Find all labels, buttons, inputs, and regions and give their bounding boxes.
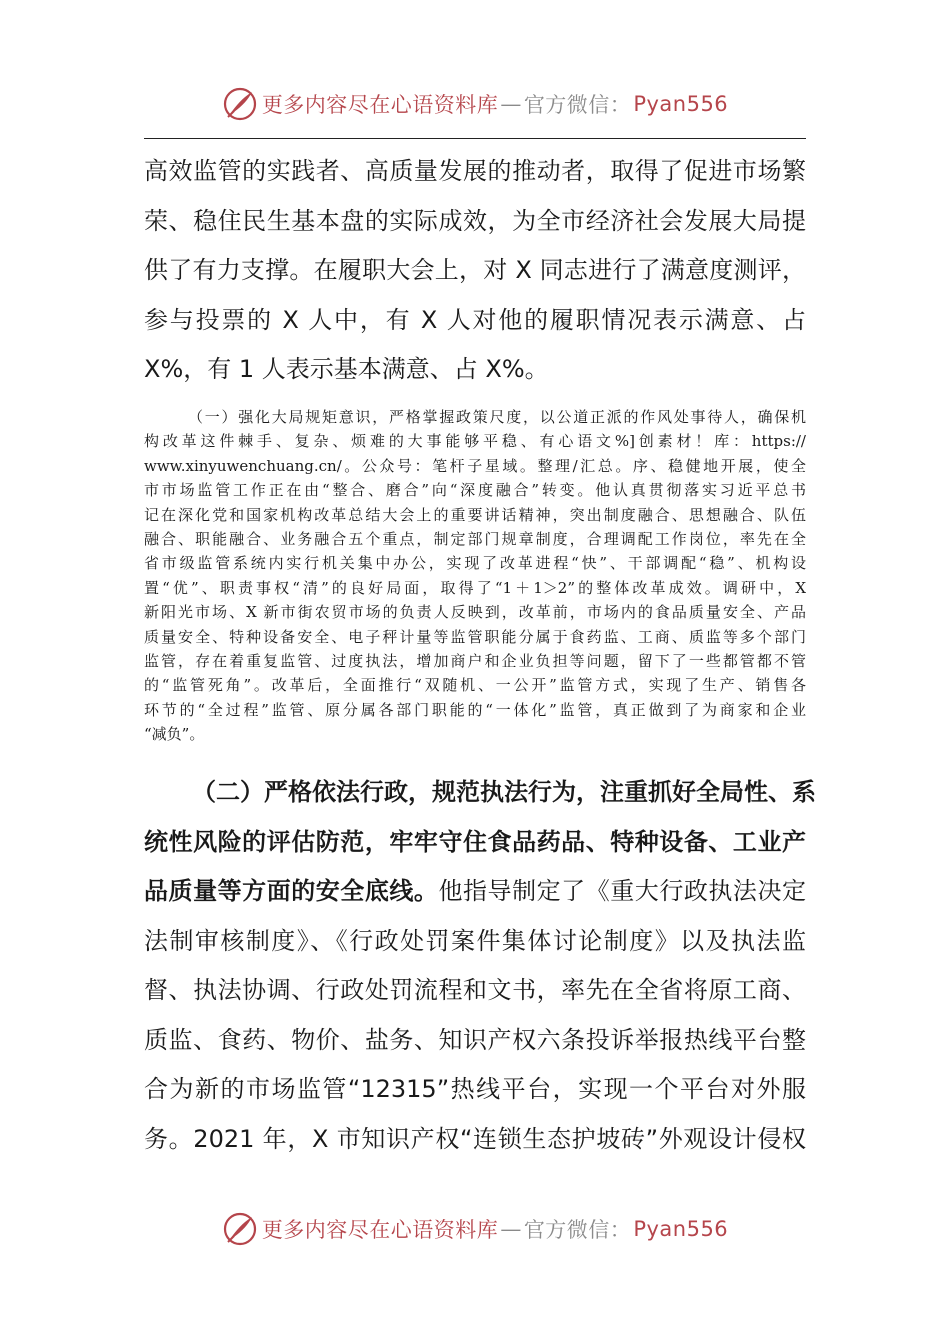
footer-banner <box>0 1209 950 1249</box>
header-brand: 更多内容尽在心语资料库 <box>261 93 499 117</box>
text-line: 质监、食药、物价、盐务、知识产权六条投诉举报热线平台整 <box>144 1025 806 1054</box>
text-line: 省市级监管系统内实行机关集中办公，实现了改革进程“快”、干部调配“稳”、机构设 <box>144 554 806 573</box>
paragraph-2 <box>144 405 806 747</box>
text-line: www.xinyuwenchuang.cn/。公众号：笔杆子星域。整理/汇总。序、稳健地开展，使全 <box>144 456 806 475</box>
header-official-label: 官方微信： <box>523 93 632 117</box>
footer-wechat-id: Pyan556 <box>633 1217 729 1241</box>
text-line: 高效监管的实践者、高质量发展的推动者，取得了促进市场繁 <box>144 157 806 185</box>
text-line: X%，有 1 人表示基本满意、占 X%。 <box>144 355 549 383</box>
quill-logo-icon <box>222 1211 258 1247</box>
text-line <box>144 867 806 917</box>
text-line <box>144 818 806 868</box>
text-line: 合为新的市场监管“12315”热线平台，实现一个平台对外服 <box>144 1075 806 1103</box>
text-line <box>144 768 816 818</box>
text-line: （一）强化大局规矩意识，严格掌握政策尺度，以公道正派的作风处事待人，确保机 <box>188 408 806 426</box>
text-line: 务。2021 年，X 市知识产权“连锁生态护坡砖”外观设计侵权 <box>144 1124 806 1153</box>
text-line: “减负”。 <box>144 725 205 744</box>
text-line: 质量安全、特种设备安全、电子秤计量等监管职能分属于食药监、工商、质监等多个部门 <box>144 627 806 646</box>
body-text: 他指导制定了《重大行政执法决定 <box>438 877 807 905</box>
paragraph-1 <box>144 147 806 395</box>
bold-heading-text: （二）严格依法行政，规范执法行为，注重抓好全局性、系 <box>192 778 816 806</box>
text-line: 督、执法协调、行政处罚流程和文书，率先在全省将原工商、 <box>144 976 806 1004</box>
text-line: 环节的“全过程”监管、原分属各部门职能的“一体化”监管，真正做到了为商家和企业 <box>144 700 806 719</box>
text-line: 法制审核制度》、《行政处罚案件集体讨论制度》以及执法监 <box>144 926 806 955</box>
text-line: 置“优”、职责事权“清”的良好局面，取得了“1＋1＞2”的整体改革成效。调研中，X <box>144 578 806 597</box>
text-line: 监管，存在着重复监管、过度执法，增加商户和企业负担等问题，留下了一些都管都不管 <box>144 652 806 671</box>
text-line: 市市场监管工作正在由“整合、磨合”向“深度融合”转变。他认真贯彻落实习近平总书 <box>144 481 806 500</box>
text-line: 融合、职能融合、业务融合五个重点，制定部门规章制度，合理调配工作岗位，率先在全 <box>144 530 806 549</box>
footer-brand: 更多内容尽在心语资料库 <box>261 1218 499 1242</box>
bold-heading-text: 统性风险的评估防范，牢牢守住食品药品、特种设备、工业产 <box>144 827 806 856</box>
text-line: 供了有力支撑。在履职大会上，对 X 同志进行了满意度测评， <box>144 256 806 284</box>
text-line: 构改革这件棘手、复杂、烦难的大事能够平稳、有心语文%]创素材！库：https:// <box>144 432 806 451</box>
footer-separator: — <box>500 1217 522 1241</box>
footer-official-label: 官方微信： <box>523 1218 632 1242</box>
text-line: 记在深化党和国家机构改革总结大会上的重要讲话精神，突出制度融合、思想融合、队伍 <box>144 505 806 524</box>
header-divider <box>144 138 806 139</box>
header-separator: — <box>500 92 522 116</box>
bold-heading-text: 品质量等方面的安全底线。 <box>144 877 439 905</box>
text-line: 荣、稳住民生基本盘的实际成效，为全市经济社会发展大局提 <box>144 206 806 235</box>
text-line: 的“监管死角”。改革后，全面推行“双随机、一公开”监管方式，实现了生产、销售各 <box>144 676 806 695</box>
header-banner <box>0 84 950 124</box>
quill-logo-icon <box>222 86 258 122</box>
header-wechat-id: Pyan556 <box>633 92 729 116</box>
text-line: 新阳光市场、X 新市街农贸市场的负责人反映到，改革前，市场内的食品质量安全、产品 <box>144 603 806 622</box>
paragraph-3 <box>144 768 816 1164</box>
text-line: 参与投票的 X 人中，有 X 人对他的履职情况表示满意、占 <box>144 305 806 334</box>
